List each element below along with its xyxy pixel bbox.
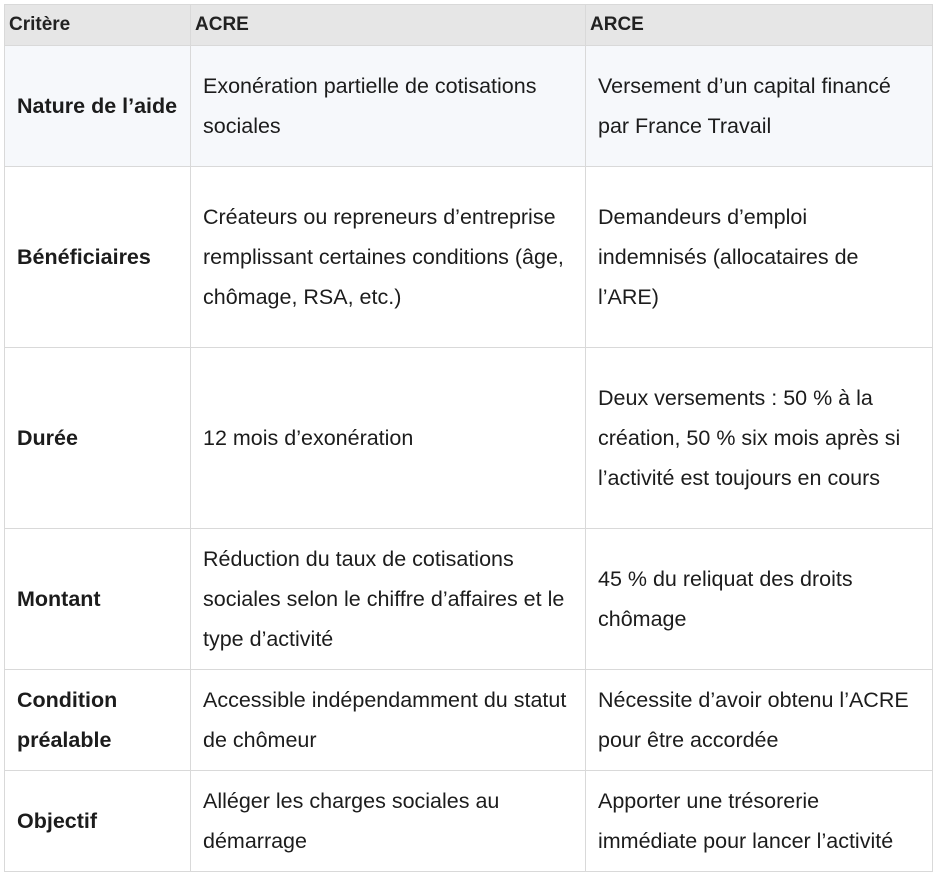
header-criterion: Critère: [5, 5, 191, 46]
table-header-row: [5, 5, 933, 46]
table-row: [5, 771, 933, 872]
table-row: [5, 46, 933, 167]
comparison-table: [4, 4, 933, 872]
row-acre-cell: 12 mois d’exonération: [191, 348, 586, 529]
row-criterion: Objectif: [5, 771, 191, 872]
row-acre-cell: Exonération partielle de cotisations sociales: [191, 46, 586, 167]
comparison-table-container: [4, 4, 932, 872]
table-row: [5, 348, 933, 529]
header-acre: ACRE: [191, 5, 586, 46]
header-arce: ARCE: [586, 5, 933, 46]
row-criterion: Nature de l’aide: [5, 46, 191, 167]
row-arce-cell: 45 % du reliquat des droits chômage: [586, 529, 933, 670]
row-acre-cell: Créateurs ou repreneurs d’entreprise remplissant certaines conditions (âge, chômage, RSA, etc.): [191, 167, 586, 348]
row-arce-cell: Apporter une trésorerie immédiate pour lancer l’activité: [586, 771, 933, 872]
row-criterion: Condition préalable: [5, 670, 191, 771]
table-row: [5, 529, 933, 670]
row-criterion: Bénéficiaires: [5, 167, 191, 348]
row-acre-cell: Accessible indépendamment du statut de chômeur: [191, 670, 586, 771]
table-row: [5, 167, 933, 348]
row-acre-cell: Réduction du taux de cotisations sociales selon le chiffre d’affaires et le type d’activité: [191, 529, 586, 670]
row-acre-cell: Alléger les charges sociales au démarrage: [191, 771, 586, 872]
row-arce-cell: Nécessite d’avoir obtenu l’ACRE pour être accordée: [586, 670, 933, 771]
table-row: [5, 670, 933, 771]
row-arce-cell: Versement d’un capital financé par France Travail: [586, 46, 933, 167]
row-arce-cell: Demandeurs d’emploi indemnisés (allocataires de l’ARE): [586, 167, 933, 348]
row-criterion: Montant: [5, 529, 191, 670]
row-criterion: Durée: [5, 348, 191, 529]
row-arce-cell: Deux versements : 50 % à la création, 50 % six mois après si l’activité est toujours en cours: [586, 348, 933, 529]
